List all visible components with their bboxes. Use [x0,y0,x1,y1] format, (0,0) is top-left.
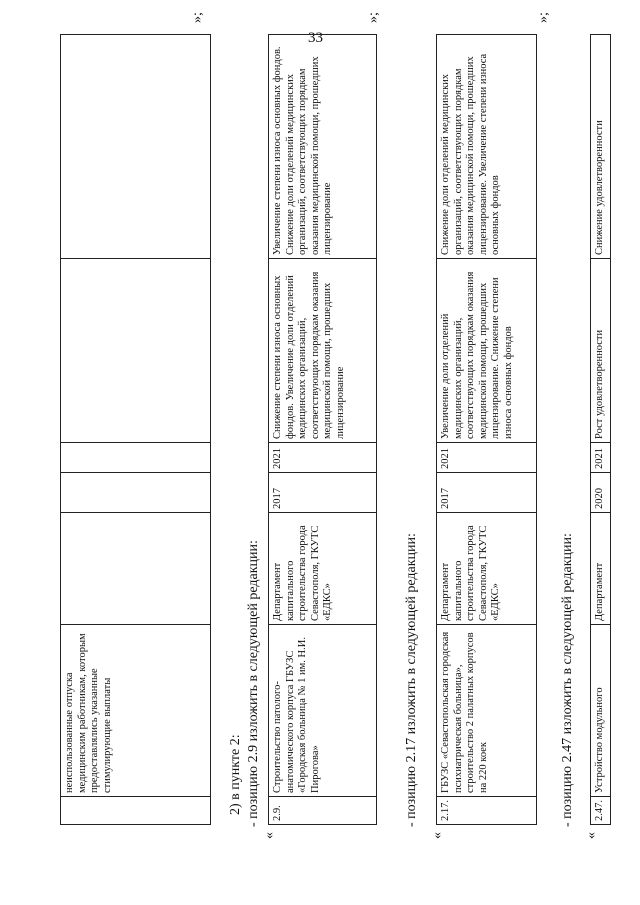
row-2-17-no: 2.17. [437,797,537,825]
row-2-47-result1: Рост удовлетворенности [591,259,611,443]
tail-2-17: »; [536,12,551,23]
page-number: 33 [308,30,323,46]
row-2-47-start: 2020 [591,473,611,513]
row-2-17-start: 2017 [437,473,537,513]
tail-prev: »; [190,12,205,23]
row-2-9-name: Строительство патолого-анатомического корпуса ГБУЗС «Городская больница № 1 им. Н.И. Пирогова» [269,625,377,797]
table-prev [60,34,211,825]
row-2-9-result2: Увеличение степени износа основных фондов. Снижение доли отделений медицинских организаций, соответствующих порядкам оказания медицинской помощи, прошедших лицензирование [269,35,377,259]
prev-cell-start [61,473,211,513]
tail-2-9: »; [366,12,381,23]
row-2-9-end: 2021 [269,443,377,473]
row-2-9-exec: Департамент капитального строительства города Севастополя, ГКУТС «ЕДКС» [269,513,377,625]
row-2-47-result2: Снижение удовлетворенности [591,35,611,259]
row-2-47-end: 2021 [591,443,611,473]
quote-open-217: « [430,832,445,839]
prev-cell-end [61,443,211,473]
row-2-17-end: 2021 [437,443,537,473]
table-2-9 [268,34,377,825]
table-2-47 [590,34,611,825]
intro-line1: 2) в пункте 2: [228,734,243,815]
prev-cell-result2 [61,35,211,259]
prev-cell-no [61,797,211,825]
table-2-17 [436,34,537,825]
row-2-9-no: 2.9. [269,797,377,825]
prev-cell-name: неиспользованные отпуска медицинским работникам, которым предоставлялись указанные стимулирующие выплаты [61,625,211,797]
prev-cell-result1 [61,259,211,443]
intro-2-47: - позицию 2.47 изложить в следующей редакции: [560,533,575,827]
row-2-17-name: ГБУЗС «Севастопольская городская психиатрическая больница», строительство 2 палатных корпусов на 220 коек [437,625,537,797]
quote-open-247: « [584,832,599,839]
row-2-9-result1: Снижение степени износа основных фондов. Увеличение доли отделений медицинских организаций, соответствующих порядкам оказания медицинской помощи, прошедших лицензирование [269,259,377,443]
row-2-17-result2: Снижение доли отделений медицинских организаций, соответствующих порядкам оказания медицинской помощи, прошедших лицензирование. Увеличение степени износа основных фондов [437,35,537,259]
row-2-47-name: Устройство модульного [591,625,611,797]
rotated-content [40,5,605,885]
row-2-17-result1: Увеличение доли отделений медицинских организаций, соответствующих порядкам оказания медицинской помощи, прошедших лицензирование. Снижение степени износа основных фондов [437,259,537,443]
prev-cell-exec [61,513,211,625]
intro-2-17: - позицию 2.17 изложить в следующей редакции: [404,533,419,827]
row-2-47-no: 2.47. [591,797,611,825]
intro-line2: - позицию 2.9 изложить в следующей редакции: [246,540,261,827]
row-2-47-exec: Департамент [591,513,611,625]
quote-open-29: « [262,832,277,839]
row-2-9-start: 2017 [269,473,377,513]
row-2-17-exec: Департамент капитального строительства города Севастополя, ГКУТС «ЕДКС» [437,513,537,625]
